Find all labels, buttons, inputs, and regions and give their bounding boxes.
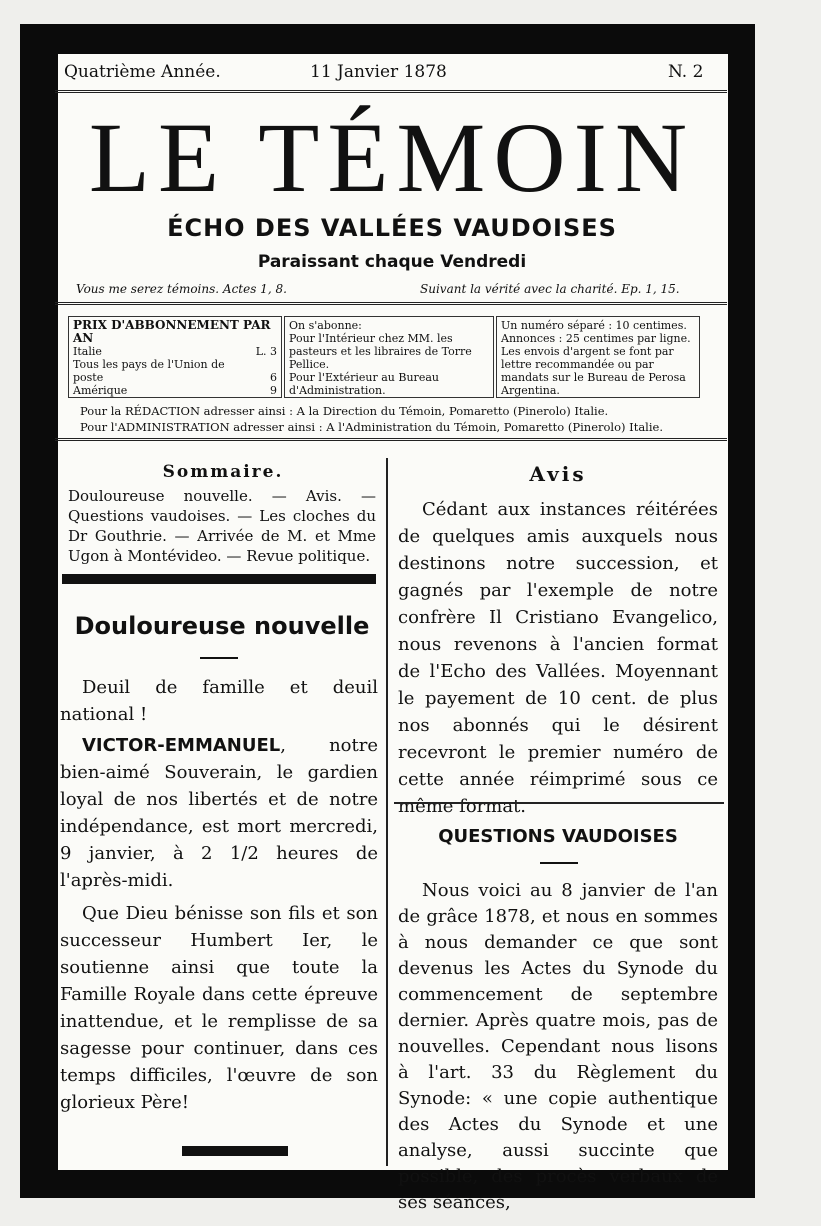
column-divider [386,458,388,1166]
mourning-border-right [728,24,755,1198]
article-paragraph: Que Dieu bénisse son fils et son successeur Humbert Ier, le soutienne ainsi que toute la Famille Royale dans cette épreuve inattendue, et le remplisse de sa sagesse pour continuer, dans ces temps difficiles, l'œuvre de son glorieux Père! [60,903,378,1113]
section-bar [62,574,376,584]
motto-rule [55,302,727,305]
year-label: Quatrième Année. [64,62,221,82]
sommaire-heading: Sommaire. [162,462,284,482]
article-paragraph: VICTOR-EMMANUEL, notre bien-aimé Souverain, le gardien loyal de nos libertés et de notre indépendance, est mort mercredi, 9 janvier, à 2 1/2 heures de l'après-midi. [60,735,378,891]
administration-address: Pour l'ADMINISTRATION adresser ainsi : A l'Administration du Témoin, Pomaretto (Pinerolo) Italie. [80,420,663,434]
ads-price: Annonces : 25 centimes par ligne. [501,332,691,345]
heading-dash [200,657,238,659]
header-rule [55,90,727,93]
single-issue-price: Un numéro séparé : 10 centimes. [501,319,687,332]
article-body [60,674,378,1116]
periodicity: Paraissant chaque Vendredi [257,252,527,272]
newspaper-title: LE TÉMOIN [88,102,696,213]
where-exterior: Pour l'Extérieur au Bureau d'Administration. [289,371,439,397]
motto-left: Vous me serez témoins. Actes 1, 8. [76,282,287,296]
address-rule [55,438,727,441]
questions-heading: QUESTIONS VAUDOISES [438,826,678,847]
article-paragraph: Deuil de famille et deuil national ! [60,677,378,725]
redaction-address: Pour la RÉDACTION adresser ainsi : A la Direction du Témoin, Pomaretto (Pinerolo) Italie. [80,404,609,418]
avis-text: Cédant aux instances réitérées de quelques amis auxquels nous destinons notre succession, et gagnés par l'exemple de notre confrère Il Cristiano Evangelico, nous revenons à l'ancien format de l'Echo des Vallées. Moyennant le payement de 10 cent. de plus nos abonnés qui le désirent recevront le premier numéro de cette année réimprimé sous ce même format. [398,499,718,817]
where-interior: Pour l'Intérieur chez MM. les pasteurs et les libraires de Torre Pellice. [289,332,472,371]
article-heading: Douloureuse nouvelle [74,612,370,640]
price-row: Italie L. 3 [73,345,277,358]
avis-rule [394,802,724,804]
king-name: VICTOR-EMMANUEL [82,735,281,756]
money-note: Les envois d'argent se font par lettre recommandée ou par mandats sur le Bureau de Perosa Argentina. [501,345,686,397]
price-row: Amérique 9 [73,384,277,397]
heading-dash [540,862,578,864]
prices-heading: PRIX D'ABBONNEMENT PAR AN [73,318,271,345]
avis-heading: Avis [529,462,587,486]
issue-date: 11 Janvier 1878 [310,62,447,82]
subscribe-where-box [284,316,494,398]
issue-number: N. 2 [668,62,704,82]
price-row: Tous les pays de l'Union de poste 6 [73,358,277,384]
pricing-notes-box [496,316,700,398]
questions-text: Nous voici au 8 janvier de l'an de grâce 1878, et nous en sommes à nous demander ce que sont devenus les Actes du Synode du commencement de septembre dernier. Après quatre mois, pas de nouvelles. Cependant nous lisons à l'art. 33 du Règlement du Synode: « une copie authentique des Actes du Synode et une analyse, aussi succinte que possible, des procès verbaux de ses séances, [398,880,718,1213]
article-end-bar [182,1146,288,1156]
sommaire-text: Douloureuse nouvelle. — Avis. — Questions vaudoises. — Les cloches du Dr Gouthrie. — Arrivée de M. et Mme Ugon à Montévideo. — Revue politique. [68,487,376,565]
motto-right: Suivant la vérité avec la charité. Ep. 1, 15. [420,282,680,296]
subscription-prices-box [68,316,282,398]
mourning-border-top [20,24,755,54]
mourning-border-left [20,24,58,1198]
where-heading: On s'abonne: [289,319,362,332]
newspaper-subtitle: ÉCHO DES VALLÉES VAUDOISES [167,214,617,242]
